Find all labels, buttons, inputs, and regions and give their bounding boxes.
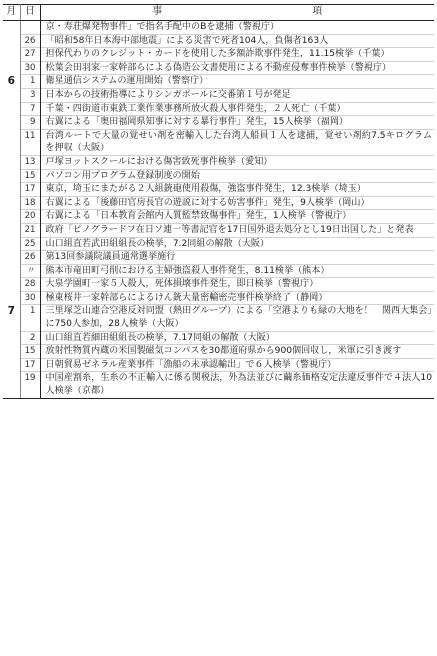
row-event-text: 右翼による「日本教育会館内人質監禁致傷事件」発生，1人検挙（警視庁） <box>45 211 352 222</box>
table-row <box>3 196 434 210</box>
row-event-text: 台湾ルートで大量の覚せい剤を密輸入した台湾人船員１人を逮捕，覚せい剤約7.5キログラムを押収（大阪） <box>45 130 432 154</box>
table-row <box>3 34 434 48</box>
row-event-text: 松葉会田羽家一家幹部らによる偽造公文書使用による不動産侵奪事件検挙（警視庁） <box>45 62 392 73</box>
table-row <box>3 237 434 251</box>
table-row <box>3 116 434 130</box>
table-row <box>3 210 434 224</box>
row-month <box>3 34 20 48</box>
table-row <box>3 278 434 292</box>
row-month <box>3 129 20 155</box>
row-event <box>40 345 434 359</box>
table-row <box>3 345 434 359</box>
row-event <box>40 75 434 89</box>
row-day: 11 <box>20 129 40 155</box>
row-month <box>3 116 20 130</box>
table-row <box>3 48 434 62</box>
row-event-text: 日朝貿易ゼネラル産業事件「漁船の未承認輸出」で６人検挙（警視庁） <box>45 359 337 370</box>
row-event <box>40 48 434 62</box>
row-day: 19 <box>20 372 40 398</box>
row-event <box>40 102 434 116</box>
table-row <box>3 169 434 183</box>
table-row <box>3 61 434 75</box>
row-month <box>3 88 20 102</box>
table-row <box>3 251 434 265</box>
row-event <box>40 358 434 372</box>
row-day: 25 <box>20 237 40 251</box>
row-event-text: 中国産割糸，生糸の不正輸入に係る関税法，外為法並びに繭糸価格安定法違反事件で４法人10人検挙（京都） <box>45 373 432 397</box>
row-event <box>40 129 434 155</box>
row-event <box>40 21 434 35</box>
table-row <box>3 21 434 35</box>
row-event <box>40 251 434 265</box>
row-event-text: 放射性物質内蔵の米国製磁気コンパスを30都道府県から900個回収し，米軍に引き渡す <box>45 346 402 357</box>
table-header <box>3 5 434 21</box>
table-row <box>3 183 434 197</box>
row-event-text: 三里塚芝山連合空港反対同盟（熱田グループ）による「空港よりも緑の大地を！ 関西大集会」に750人参加，28人検挙（大阪） <box>45 306 432 330</box>
row-event-text: 山口組直若武田組組長の検挙，7.2同組の解散（大阪） <box>45 238 270 249</box>
row-day: 26 <box>20 34 40 48</box>
row-day: 〃 <box>20 264 40 278</box>
row-month <box>3 21 20 35</box>
row-day: 20 <box>20 210 40 224</box>
row-month <box>3 251 20 265</box>
table-row <box>3 223 434 237</box>
row-event-text: 日本からの技術指導によりシンガポールに交番第１号が発足 <box>45 89 291 100</box>
row-day: 1 <box>20 305 40 331</box>
row-month <box>3 183 20 197</box>
row-month <box>3 331 20 345</box>
row-event-text: 右翼による「後藤田官房長官の遊説に対する妨害事件」発生，9人検挙（岡山） <box>45 197 370 208</box>
row-event-text: 大泉学園町一家５人殺人，死体損壊事件発生，即日検挙（警視庁） <box>45 279 319 290</box>
row-event <box>40 88 434 102</box>
row-day: 30 <box>20 61 40 75</box>
header-month: 月 <box>3 5 20 21</box>
row-month <box>3 169 20 183</box>
row-day: 15 <box>20 169 40 183</box>
row-event-text: 戸塚ヨットスクールにおける傷害致死事件検挙（愛知） <box>45 156 273 167</box>
row-month <box>3 223 20 237</box>
row-event <box>40 155 434 169</box>
table-row <box>3 88 434 102</box>
row-event <box>40 331 434 345</box>
row-event-text: 政府「ピノグラードフ在日ソ連一等書記官を17日国外退去処分とし19日出国した」と発表 <box>45 224 414 235</box>
row-event-text: 「昭和58年日本海中部地震」による災害で死者104人，負傷者163人 <box>45 35 329 46</box>
table-row <box>3 75 434 89</box>
row-day: 1 <box>20 75 40 89</box>
row-month <box>3 291 20 305</box>
row-event-text: 熊本市竜田町弓削における主婦強盗殺人事件発生，8.11検挙（熊本） <box>45 265 330 276</box>
table-row <box>3 291 434 305</box>
row-event <box>40 116 434 130</box>
table-body <box>3 21 434 399</box>
table-row <box>3 155 434 169</box>
row-day: 15 <box>20 345 40 359</box>
table-row <box>3 372 434 398</box>
row-day: 26 <box>20 251 40 265</box>
row-event <box>40 223 434 237</box>
header-day: 日 <box>20 5 40 21</box>
row-event <box>40 372 434 398</box>
table-row <box>3 305 434 331</box>
row-month <box>3 196 20 210</box>
row-day: 7 <box>20 102 40 116</box>
row-event <box>40 278 434 292</box>
header-items <box>40 5 434 21</box>
row-month <box>3 210 20 224</box>
row-event <box>40 264 434 278</box>
row-event-text: 右翼による「奥田福岡県知事に対する暴行事件」発生，15人検挙（福岡） <box>45 117 349 128</box>
row-event-text: 東京，埼玉にまたがる２人組銃砲使用殺傷，強盗事件発生，12.3検挙（埼玉） <box>45 184 366 195</box>
row-month: 7 <box>3 305 20 331</box>
row-day: 30 <box>20 291 40 305</box>
table-row <box>3 358 434 372</box>
row-month <box>3 372 20 398</box>
chronology-table <box>3 4 434 399</box>
row-month: 6 <box>3 75 20 89</box>
row-month <box>3 278 20 292</box>
row-month <box>3 264 20 278</box>
row-event <box>40 291 434 305</box>
row-event-text: 担保代わりのクレジット・カードを使用した多額詐欺事件発生，11.15検挙（千葉） <box>45 49 390 60</box>
table-row <box>3 264 434 278</box>
row-day: 18 <box>20 196 40 210</box>
row-day: 2 <box>20 331 40 345</box>
row-event-text: 千葉・四街道市東鉄工業作業事務所放火殺人事件発生，２人死亡（千葉） <box>45 103 346 114</box>
row-day: 17 <box>20 183 40 197</box>
row-event-text: パソコン用プログラム登録制度の開始 <box>45 170 200 181</box>
row-day: 13 <box>20 155 40 169</box>
row-event-text: 京・寿荘爆発物事件」で指名手配中のBを逮捕（警視庁） <box>45 22 280 32</box>
header-item-right: 項 <box>312 6 323 18</box>
row-event <box>40 237 434 251</box>
row-day: 27 <box>20 48 40 62</box>
table-row <box>3 331 434 345</box>
row-month <box>3 61 20 75</box>
row-event-text: 第13回参議院議員通常選挙施行 <box>45 252 176 263</box>
row-event-text: 衛星通信システムの運用開始（警察庁） <box>45 76 209 87</box>
row-event-text: 極東桜井一家幹部らによるけん銃大量密輸密売事件検挙終了（静岡） <box>45 292 328 303</box>
table-row <box>3 129 434 155</box>
row-event <box>40 183 434 197</box>
row-event-text: 山口組直若細田組組長の検挙，7.17同組の解散（大阪） <box>45 332 275 343</box>
row-day <box>20 21 40 35</box>
row-day: 9 <box>20 116 40 130</box>
row-event <box>40 210 434 224</box>
table-row <box>3 102 434 116</box>
row-day: 28 <box>20 278 40 292</box>
row-event <box>40 61 434 75</box>
row-event <box>40 169 434 183</box>
row-event <box>40 196 434 210</box>
row-event <box>40 305 434 331</box>
row-month <box>3 48 20 62</box>
row-month <box>3 237 20 251</box>
row-day: 21 <box>20 223 40 237</box>
row-day: 3 <box>20 88 40 102</box>
row-month <box>3 102 20 116</box>
row-month <box>3 155 20 169</box>
row-event <box>40 34 434 48</box>
row-day: 17 <box>20 358 40 372</box>
row-month <box>3 358 20 372</box>
header-item-left: 事 <box>152 6 163 18</box>
row-month <box>3 345 20 359</box>
